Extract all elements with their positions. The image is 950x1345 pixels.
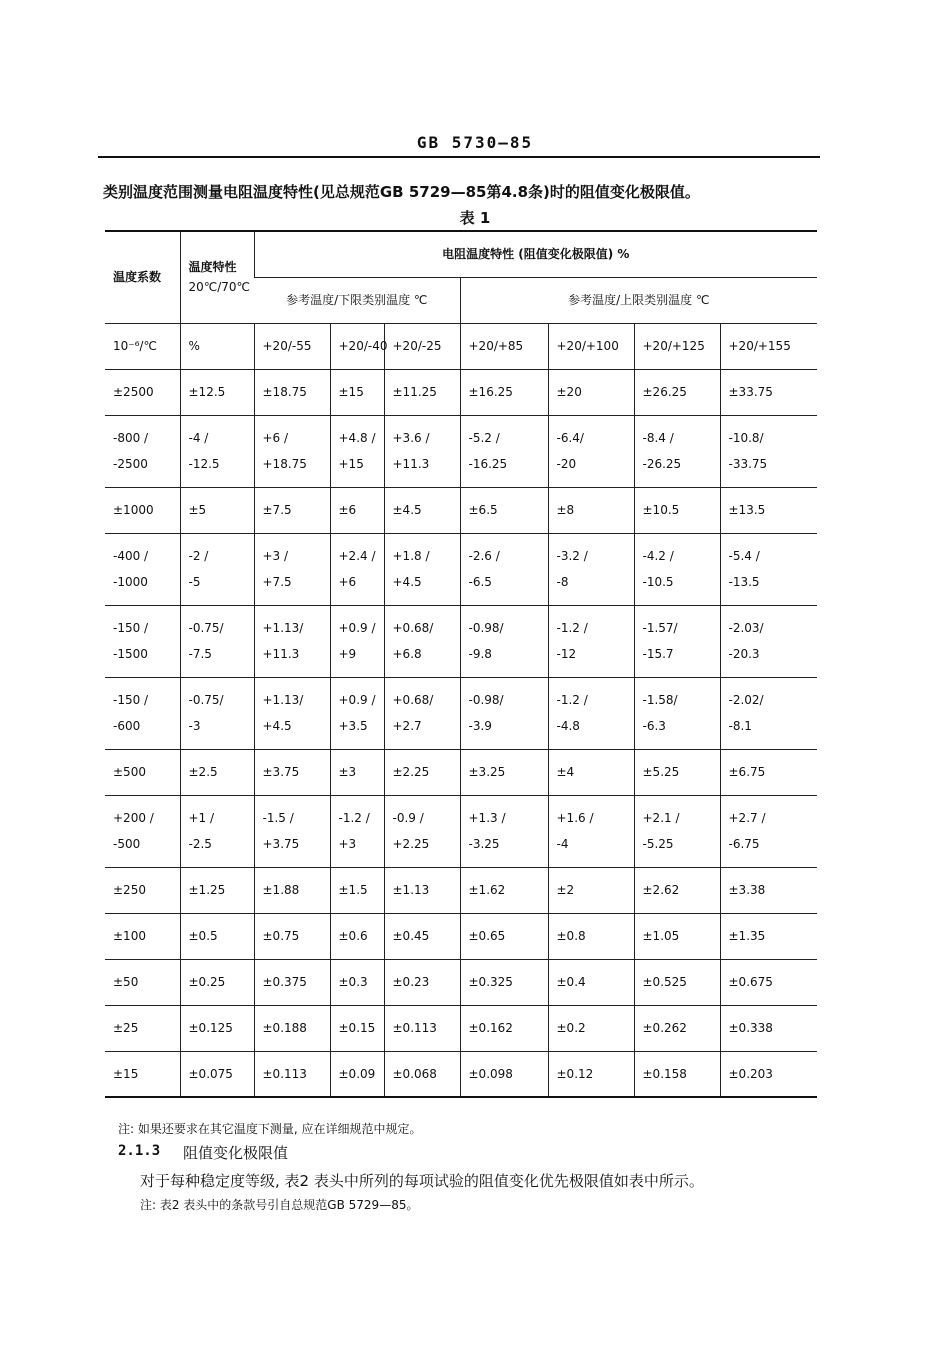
value-cell: -6.4/ -20 xyxy=(548,415,634,487)
value-cell: ±13.5 xyxy=(720,487,817,533)
value-cell: ±0.12 xyxy=(548,1051,634,1097)
value-cell: ±3.75 xyxy=(254,749,330,795)
units-row xyxy=(105,323,817,369)
value-cell: +2.1 / -5.25 xyxy=(634,795,720,867)
table-row xyxy=(105,749,817,795)
coefficient-cell: ±250 xyxy=(105,867,180,913)
coefficient-cell: ±15 xyxy=(105,1051,180,1097)
value-cell: -3.2 / -8 xyxy=(548,533,634,605)
header-lower-category: 参考温度/下限类别温度 ℃ xyxy=(254,277,460,323)
value-cell: ±0.3 xyxy=(330,959,384,1005)
value-cell: ±3.38 xyxy=(720,867,817,913)
value-cell: -1.57/ -15.7 xyxy=(634,605,720,677)
value-cell: ±16.25 xyxy=(460,369,548,415)
value-cell: ±6 xyxy=(330,487,384,533)
header-upper-category: 参考温度/上限类别温度 ℃ xyxy=(460,277,817,323)
value-cell: -10.8/ -33.75 xyxy=(720,415,817,487)
value-cell: ±3 xyxy=(330,749,384,795)
value-cell: -0.9 / +2.25 xyxy=(384,795,460,867)
value-cell: ±0.75 xyxy=(254,913,330,959)
value-cell: +1.3 / -3.25 xyxy=(460,795,548,867)
header-temp-characteristic-label: 温度特性 xyxy=(188,260,237,275)
value-cell: -1.2 / +3 xyxy=(330,795,384,867)
value-cell: ±0.113 xyxy=(254,1051,330,1097)
value-cell: ±0.068 xyxy=(384,1051,460,1097)
value-cell: ±0.525 xyxy=(634,959,720,1005)
value-cell: ±5.25 xyxy=(634,749,720,795)
unit-cell: 10⁻⁶/℃ xyxy=(105,323,180,369)
value-cell: ±6.5 xyxy=(460,487,548,533)
value-cell: -5.4 / -13.5 xyxy=(720,533,817,605)
value-cell: ±20 xyxy=(548,369,634,415)
unit-cell: +20/-40 xyxy=(330,323,384,369)
value-cell: ±0.2 xyxy=(548,1005,634,1051)
value-cell: ±0.6 xyxy=(330,913,384,959)
value-cell: ±10.5 xyxy=(634,487,720,533)
value-cell: ±3.25 xyxy=(460,749,548,795)
value-cell: +2.7 / -6.75 xyxy=(720,795,817,867)
unit-cell: +20/+85 xyxy=(460,323,548,369)
value-cell: +0.9 / +9 xyxy=(330,605,384,677)
table-row xyxy=(105,533,817,605)
table-row xyxy=(105,487,817,533)
unit-cell: +20/-25 xyxy=(384,323,460,369)
value-cell: ±0.338 xyxy=(720,1005,817,1051)
value-cell: ±2.62 xyxy=(634,867,720,913)
value-cell: +1 / -2.5 xyxy=(180,795,254,867)
table-row xyxy=(105,415,817,487)
table-row xyxy=(105,959,817,1005)
value-cell: ±1.25 xyxy=(180,867,254,913)
value-cell: ±0.4 xyxy=(548,959,634,1005)
value-cell: ±7.5 xyxy=(254,487,330,533)
value-cell: +1.13/ +11.3 xyxy=(254,605,330,677)
table-row xyxy=(105,795,817,867)
value-cell: ±0.098 xyxy=(460,1051,548,1097)
value-cell: ±0.8 xyxy=(548,913,634,959)
value-cell: -8.4 / -26.25 xyxy=(634,415,720,487)
value-cell: ±0.5 xyxy=(180,913,254,959)
value-cell: ±0.113 xyxy=(384,1005,460,1051)
table-row xyxy=(105,867,817,913)
value-cell: -2.6 / -6.5 xyxy=(460,533,548,605)
value-cell: ±4.5 xyxy=(384,487,460,533)
value-cell: +2.4 / +6 xyxy=(330,533,384,605)
header-temp-characteristic-sub: 20℃/70℃ xyxy=(188,280,251,295)
value-cell: +0.68/ +2.7 xyxy=(384,677,460,749)
value-cell: +0.68/ +6.8 xyxy=(384,605,460,677)
value-cell: ±1.62 xyxy=(460,867,548,913)
value-cell: ±0.23 xyxy=(384,959,460,1005)
value-cell: +3 / +7.5 xyxy=(254,533,330,605)
value-cell: +6 / +18.75 xyxy=(254,415,330,487)
resistance-temperature-table xyxy=(105,230,817,1098)
value-cell: ±0.675 xyxy=(720,959,817,1005)
value-cell: ±15 xyxy=(330,369,384,415)
coefficient-cell: -800 / -2500 xyxy=(105,415,180,487)
value-cell: -4.2 / -10.5 xyxy=(634,533,720,605)
value-cell: -4 / -12.5 xyxy=(180,415,254,487)
table-row xyxy=(105,605,817,677)
value-cell: +1.6 / -4 xyxy=(548,795,634,867)
table-note: 注: 如果还要求在其它温度下测量, 应在详细规范中规定。 xyxy=(118,1122,422,1136)
coefficient-cell: -150 / -600 xyxy=(105,677,180,749)
value-cell: -1.2 / -4.8 xyxy=(548,677,634,749)
coefficient-cell: ±2500 xyxy=(105,369,180,415)
header-rule xyxy=(98,156,820,158)
coefficient-cell: -400 / -1000 xyxy=(105,533,180,605)
value-cell: ±0.158 xyxy=(634,1051,720,1097)
coefficient-cell: ±1000 xyxy=(105,487,180,533)
value-cell: -1.5 / +3.75 xyxy=(254,795,330,867)
value-cell: ±26.25 xyxy=(634,369,720,415)
value-cell: -1.2 / -12 xyxy=(548,605,634,677)
intro-sentence: 类别温度范围测量电阻温度特性(见总规范GB 5729—85第4.8条)时的阻值变化极限值。 xyxy=(103,183,700,201)
value-cell: -0.98/ -3.9 xyxy=(460,677,548,749)
section-note: 注: 表2 表头中的条款号引自总规范GB 5729—85。 xyxy=(140,1198,419,1212)
coefficient-cell: ±100 xyxy=(105,913,180,959)
value-cell: -2.03/ -20.3 xyxy=(720,605,817,677)
value-cell: ±0.188 xyxy=(254,1005,330,1051)
value-cell: -2.02/ -8.1 xyxy=(720,677,817,749)
unit-cell: +20/+100 xyxy=(548,323,634,369)
header-resistance-group: 电阻温度特性 (阻值变化极限值) % xyxy=(254,231,817,277)
section-paragraph: 对于每种稳定度等级, 表2 表头中所列的每项试验的阻值变化优先极限值如表中所示。 xyxy=(140,1172,704,1190)
value-cell: ±0.65 xyxy=(460,913,548,959)
table-caption: 表 1 xyxy=(459,209,491,227)
coefficient-cell: -150 / -1500 xyxy=(105,605,180,677)
value-cell: ±0.203 xyxy=(720,1051,817,1097)
value-cell: -0.75/ -7.5 xyxy=(180,605,254,677)
value-cell: ±0.075 xyxy=(180,1051,254,1097)
value-cell: ±1.88 xyxy=(254,867,330,913)
coefficient-cell: ±50 xyxy=(105,959,180,1005)
value-cell: ±0.375 xyxy=(254,959,330,1005)
unit-cell: +20/-55 xyxy=(254,323,330,369)
coefficient-cell: +200 / -500 xyxy=(105,795,180,867)
value-cell: -2 / -5 xyxy=(180,533,254,605)
value-cell: ±4 xyxy=(548,749,634,795)
value-cell: ±0.09 xyxy=(330,1051,384,1097)
value-cell: ±0.45 xyxy=(384,913,460,959)
value-cell: ±12.5 xyxy=(180,369,254,415)
value-cell: ±1.35 xyxy=(720,913,817,959)
value-cell: +1.13/ +4.5 xyxy=(254,677,330,749)
coefficient-cell: ±500 xyxy=(105,749,180,795)
unit-cell: +20/+125 xyxy=(634,323,720,369)
value-cell: ±6.75 xyxy=(720,749,817,795)
table-row xyxy=(105,1005,817,1051)
table-row xyxy=(105,913,817,959)
value-cell: ±11.25 xyxy=(384,369,460,415)
value-cell: ±8 xyxy=(548,487,634,533)
value-cell: -1.58/ -6.3 xyxy=(634,677,720,749)
unit-cell: +20/+155 xyxy=(720,323,817,369)
value-cell: ±2.25 xyxy=(384,749,460,795)
header-temp-coefficient: 温度系数 xyxy=(105,231,180,323)
value-cell: ±33.75 xyxy=(720,369,817,415)
value-cell: -5.2 / -16.25 xyxy=(460,415,548,487)
table-row xyxy=(105,677,817,749)
value-cell: ±1.05 xyxy=(634,913,720,959)
value-cell: ±18.75 xyxy=(254,369,330,415)
value-cell: ±0.262 xyxy=(634,1005,720,1051)
value-cell: ±0.162 xyxy=(460,1005,548,1051)
value-cell: +0.9 / +3.5 xyxy=(330,677,384,749)
document-header: GB 5730—85 xyxy=(416,133,534,152)
table-row xyxy=(105,1051,817,1097)
value-cell: ±1.13 xyxy=(384,867,460,913)
value-cell: +1.8 / +4.5 xyxy=(384,533,460,605)
value-cell: ±0.25 xyxy=(180,959,254,1005)
value-cell: -0.75/ -3 xyxy=(180,677,254,749)
section-title: 阻值变化极限值 xyxy=(183,1144,289,1162)
value-cell: ±5 xyxy=(180,487,254,533)
section-number: 2.1.3 xyxy=(118,1143,161,1159)
value-cell: ±0.325 xyxy=(460,959,548,1005)
value-cell: ±1.5 xyxy=(330,867,384,913)
coefficient-cell: ±25 xyxy=(105,1005,180,1051)
value-cell: ±0.15 xyxy=(330,1005,384,1051)
value-cell: +4.8 / +15 xyxy=(330,415,384,487)
header-temp-characteristic xyxy=(180,231,254,323)
value-cell: ±2.5 xyxy=(180,749,254,795)
value-cell: -0.98/ -9.8 xyxy=(460,605,548,677)
unit-cell: % xyxy=(180,323,254,369)
table-row xyxy=(105,369,817,415)
value-cell: ±2 xyxy=(548,867,634,913)
value-cell: ±0.125 xyxy=(180,1005,254,1051)
value-cell: +3.6 / +11.3 xyxy=(384,415,460,487)
